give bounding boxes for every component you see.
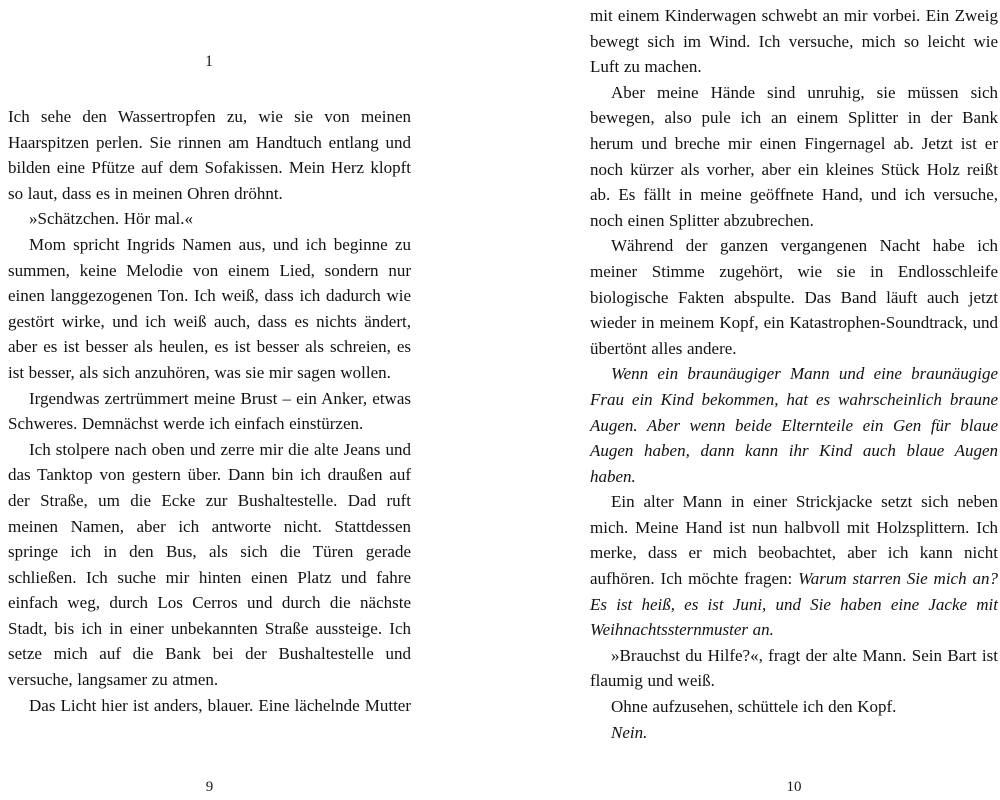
text-segment: »Schätzchen. Hör mal.« — [29, 209, 194, 229]
text-segment: mit einem Kinderwagen schwebt an mir vorbei. Ein Zweig bewegt sich im Wind. Ich versuche, mich so leicht wie Luft zu machen. — [590, 6, 998, 77]
right-page-number: 10 — [786, 779, 802, 795]
text-segment: Aber meine Hände sind unruhig, sie müssen sich bewegen, also pule ich an einem Splitter in der Bank herum und breche mir einen Fingernagel ab. Jetzt ist er noch kürzer als vorher, aber ein kleines Stück Holz reißt ab. Es fällt in meine geöffnete Hand, und ich versuche, noch einen Splitter abzubrechen. — [590, 82, 998, 230]
paragraph — [8, 386, 411, 437]
paragraph — [590, 720, 998, 746]
text-segment: Irgendwas zertrümmert meine Brust – ein Anker, etwas Schweres. Demnächst werde ich einfach einstürzen. — [8, 388, 411, 434]
left-page-text — [8, 104, 411, 718]
italic-text-segment: Warum starren Sie mich an? Es ist heiß, es ist Juni, und Sie haben eine Jacke mit Weihnachtssternmuster an. — [590, 569, 998, 640]
italic-text-segment: Nein. — [611, 722, 648, 742]
text-segment: Ein alter Mann in einer Strickjacke setzt sich neben mich. Meine Hand ist nun halbvoll mit Holzsplittern. Ich merke, dass er mich beobachtet, aber ich kann nicht aufhören. Ich möchte fragen: — [590, 492, 998, 589]
paragraph — [590, 643, 998, 694]
italic-text-segment: Wenn ein braunäugiger Mann und eine braunäugige Frau ein Kind bekommen, hat es wahrscheinlich braune Augen. Aber wenn beide Elternteile ein Gen für blaue Augen haben, dann kann ihr Kind auch blaue Augen haben. — [590, 364, 998, 486]
paragraph — [8, 693, 411, 719]
text-segment: Ohne aufzusehen, schüttele ich den Kopf. — [611, 697, 897, 717]
chapter-number: 1 — [205, 53, 214, 70]
paragraph — [590, 233, 998, 361]
text-segment: »Brauchst du Hilfe?«, fragt der alte Mann. Sein Bart ist flaumig und weiß. — [590, 645, 998, 691]
paragraph — [590, 361, 998, 489]
paragraph — [590, 694, 998, 720]
left-page-number: 9 — [205, 779, 214, 795]
paragraph — [590, 489, 998, 643]
paragraph — [8, 232, 411, 386]
paragraph — [8, 206, 411, 232]
text-segment: Mom spricht Ingrids Namen aus, und ich beginne zu summen, keine Melodie von einem Lied, sondern nur einen langgezogenen Ton. Ich weiß, dass ich dadurch wie gestört wirke, und ich weiß auch, dass es nichts ändert, aber es ist besser als heulen, es ist besser als schreien, es ist besser, als sich anzuhören, was sie mir sagen wollen. — [8, 234, 411, 382]
page-left — [8, 0, 411, 800]
right-page-text — [590, 0, 998, 745]
text-segment: Ich sehe den Wassertropfen zu, wie sie von meinen Haarspitzen perlen. Sie rinnen am Handtuch entlang und bilden eine Pfütze auf dem Sofakissen. Mein Herz klopft so laut, dass es in meinen Ohren dröhnt. — [8, 107, 411, 203]
text-segment: Das Licht hier ist anders, blauer. Eine lächelnde Mutter — [29, 695, 411, 715]
text-segment: Ich stolpere nach oben und zerre mir die alte Jeans und das Tanktop von gestern über. Dann bin ich draußen auf der Straße, um die Ecke zur Bushaltestelle. Dad ruft meinen Namen, aber ich antworte nicht. Stattdessen springe ich in den Bus, als sich die Türen gerade schließen. Ich suche mir hinten einen Platz und fahre einfach weg, durch Los Cerros und durch die nächste Stadt, bis ich in einer unbekannten Straße aussteige. Ich setze mich auf die Bank bei der Bushaltestelle und versuche, langsamer zu atmen. — [8, 439, 411, 690]
paragraph — [590, 80, 998, 234]
paragraph — [8, 437, 411, 693]
text-segment: Während der ganzen vergangenen Nacht habe ich meiner Stimme zugehört, wie sie in Endlosschleife biologische Fakten abspulte. Das Band läuft auch jetzt wieder in meinem Kopf, ein Katastrophen-Soundtrack, und übertönt alles andere. — [590, 236, 998, 358]
paragraph — [8, 104, 411, 206]
page-right — [590, 0, 998, 800]
paragraph — [590, 3, 998, 80]
